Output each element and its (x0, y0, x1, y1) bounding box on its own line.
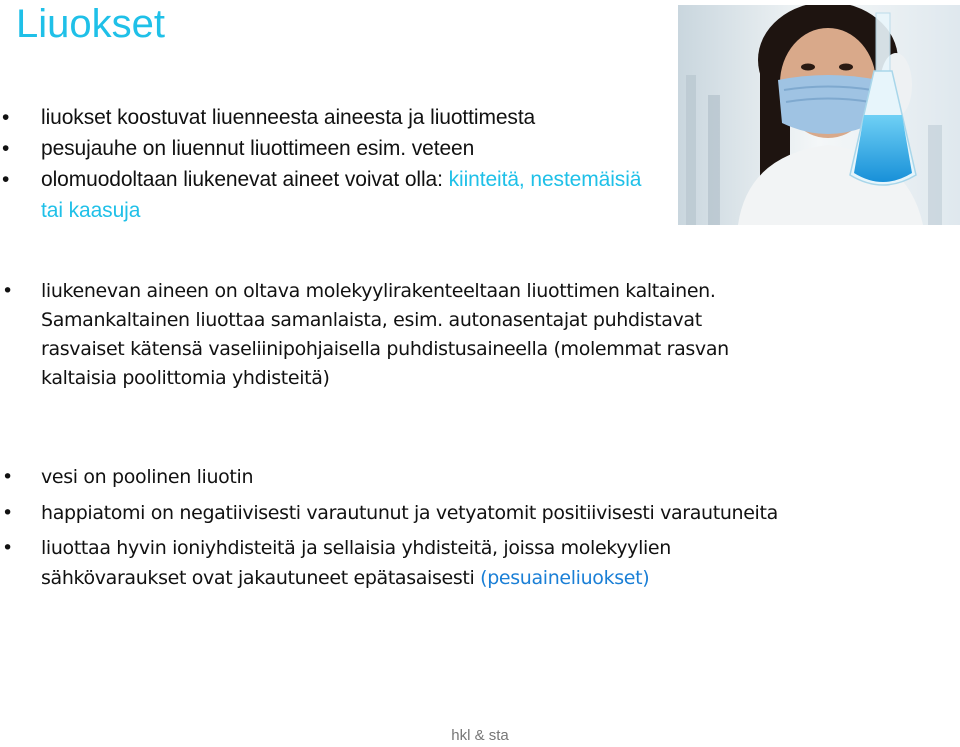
highlighted-text: kiinteitä, nestemäisiä tai kaasuja (41, 168, 642, 222)
list-item-text: olomuodoltaan liukenevat aineet voivat olla: (41, 168, 449, 191)
list-item-text: liukenevan aineen on oltava molekyylirakenteeltaan liuottimen kaltainen. Samankaltainen liuottaa samanlaista, esim. autonasentajat puhdistavat rasvaiset kätensä vaseliinipohjaisella puhdistusaineella (molemmat rasvan kaltaisia poolittomia yhdisteitä) (41, 280, 729, 389)
list-item (0, 102, 660, 133)
list-item-text: vesi on poolinen liuotin (41, 466, 254, 488)
lab-scientist-photo (678, 5, 960, 225)
list-item-text: pesujauhe on liuennut liuottimeen esim. veteen (41, 137, 475, 160)
list-item (0, 277, 780, 393)
bullet-list-water (0, 463, 780, 599)
highlighted-text: (pesuaineliuokset) (480, 566, 650, 589)
footer-text: hkl & sta (451, 727, 509, 744)
scientist-illustration (678, 5, 960, 225)
bullet-list-solutions (0, 102, 660, 226)
list-item (0, 463, 780, 493)
bullet-list-solubility (0, 277, 780, 393)
list-item-text: liuottaa hyvin ioniyhdisteitä ja sellaisia yhdisteitä, joissa molekyylien sähkövaraukset ovat jakautuneet epätasaisesti (41, 537, 671, 589)
list-item-text: liuokset koostuvat liuenneesta aineesta ja liuottimesta (41, 106, 536, 129)
page-title: Liuokset (16, 2, 165, 46)
list-item (0, 499, 780, 529)
list-item (0, 164, 660, 226)
list-item-text: happiatomi on negatiivisesti varautunut ja vetyatomit positiivisesti varautuneita (41, 501, 778, 524)
list-item (0, 133, 660, 164)
list-item (0, 534, 780, 593)
